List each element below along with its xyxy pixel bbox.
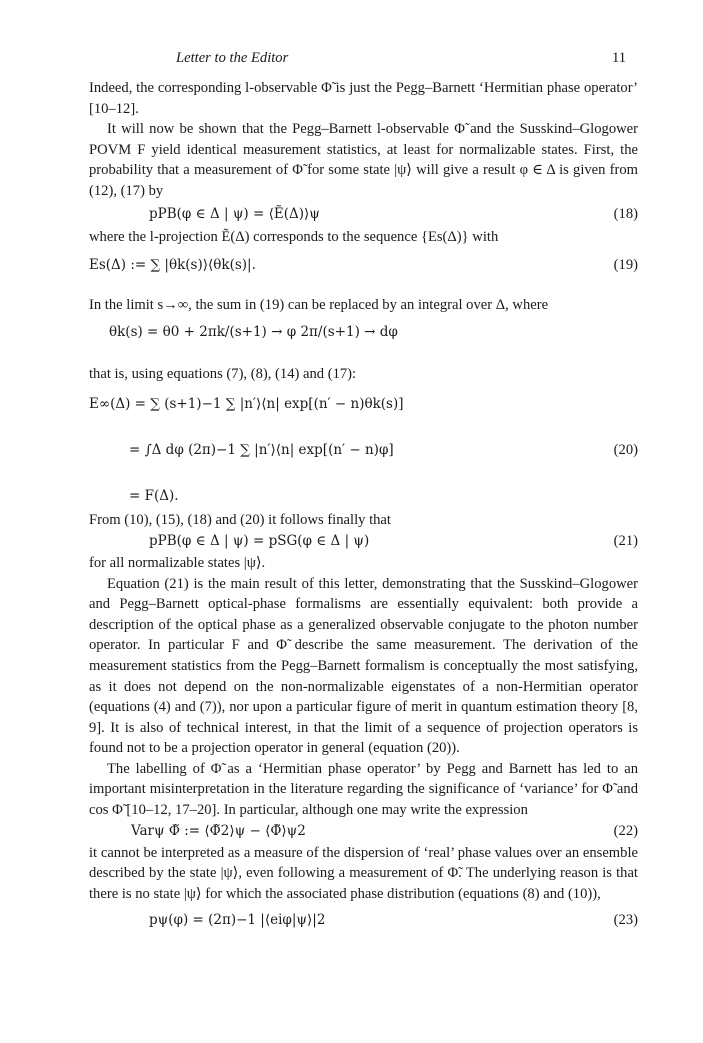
paragraph-normalizable: for all normalizable states |ψ⟩. [89, 554, 266, 571]
equation-19-body: Es(Δ) := ∑ |θk(s)⟩⟨θk(s)|. [89, 257, 256, 274]
paragraph-dispersion: it cannot be interpreted as a measure of the dispersion of ‘real’ phase values over an ensemble described by the state |ψ⟩, even following a measurement of Φ̃. The underlying reason is that there is no state |ψ⟩ for which the associated phase distribution (equations (8) and (10)), [89, 844, 638, 902]
equation-20b-body: = ∫Δ dφ (2π)−1 ∑ |n′⟩⟨n| exp[(n′ − n)φ] [129, 442, 394, 459]
paragraph-claim: It will now be shown that the Pegg–Barnett l-observable Φ̃ and the Susskind–Glogower POVM F yield identical measurement statistics, at least for normalizable states. First, the probability that a measurement of Φ̃ for some state |ψ⟩ will give a result φ ∈ Δ is given from (12), (17) by [89, 121, 638, 199]
paragraph-using: that is, using equations (7), (8), (14) and (17): [89, 365, 357, 382]
paragraph-follows: From (10), (15), (18) and (20) it follows finally that [89, 512, 391, 529]
equation-23-number: (23) [613, 912, 638, 929]
equation-limit-body: θk(s) = θ0 + 2πk/(s+1) → φ 2π/(s+1) → dφ [109, 323, 398, 340]
running-header-title: Letter to the Editor [176, 50, 289, 66]
equation-22-number: (22) [613, 822, 638, 839]
page-body [89, 78, 638, 932]
equation-20a [89, 394, 638, 440]
paragraph-main-result: Equation (21) is the main result of this letter, demonstrating that the Susskind–Glogower and Pegg–Barnett optical-phase formalisms are essentially equivalent: both provide a description of the optical phase as a generalized observable conjugate to the photon number operator. In particular F and Φ̃ describe the same measurement. The derivation of the measurement statistics from the Pegg–Barnett formalism is conceptually the most satisfying, as it does not depend on the non-normalizable eigenstates of a non-Hermitian operator (equations (4) and (7)), nor upon a particular figure of merit in quantum estimation theory [8, 9]. It is also of technical interest, in that the limit of a sequence of projection operators is found not to be a projection operator in general (equation (20)). [89, 575, 638, 757]
paragraph-limit: In the limit s→∞, the sum in (19) can be replaced by an integral over Δ, where [89, 297, 549, 314]
equation-18-body: pPB(φ ∈ Δ | ψ) = ⟨Ẽ(Δ)⟩ψ [149, 205, 320, 222]
equation-20b [89, 440, 638, 486]
equation-23-body: pψ(φ) = (2π)−1 |⟨eiφ|ψ⟩|2 [149, 912, 326, 929]
equation-21-number: (21) [613, 532, 638, 549]
equation-20c-body: = F(Δ). [129, 488, 179, 505]
equation-21-body: pPB(φ ∈ Δ | ψ) = pSG(φ ∈ Δ | ψ) [149, 532, 370, 549]
equation-18 [89, 204, 638, 227]
equation-20-number: (20) [613, 442, 638, 459]
equation-20a-body: E∞(Δ) = ∑ (s+1)−1 ∑ |n′⟩⟨n| exp[(n′ − n)θk(s)] [89, 396, 404, 413]
equation-22 [89, 821, 638, 843]
equation-19-number: (19) [613, 257, 638, 274]
equation-19 [89, 255, 638, 295]
paragraph-intro: Indeed, the corresponding l-observable Φ̃ is just the Pegg–Barnett ‘Hermitian phase operator’ [10–12]. [89, 80, 638, 117]
equation-21 [89, 531, 638, 553]
equation-20c [89, 486, 638, 510]
equation-limit [89, 322, 638, 364]
equation-22-body: Varψ Φ̃ := ⟨Φ̃2⟩ψ − ⟨Φ̃⟩ψ2 [131, 822, 306, 839]
paragraph-projection: where the l-projection Ẽ(Δ) corresponds to the sequence {Es(Δ)} with [89, 228, 499, 245]
equation-18-number: (18) [613, 205, 638, 222]
page-number: 11 [612, 50, 627, 66]
equation-23 [89, 910, 638, 932]
paragraph-labelling: The labelling of Φ̃ as a ‘Hermitian phase operator’ by Pegg and Barnett has led to an important misinterpretation in the literature regarding the significance of ‘variance’ for Φ̃ and cos Φ̃ [10–12, 17–20]. In particular, although one may write the expression [89, 760, 638, 819]
